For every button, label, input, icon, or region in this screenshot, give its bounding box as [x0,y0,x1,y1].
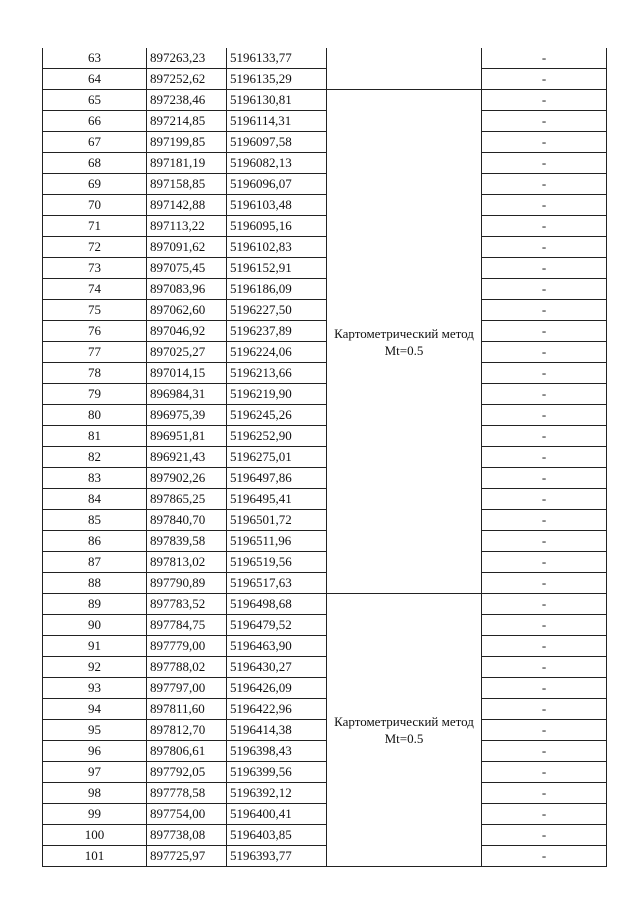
y-coordinate-cell: 5196463,90 [227,636,327,657]
coordinates-table [42,48,607,867]
y-coordinate-cell: 5196414,38 [227,720,327,741]
point-number-cell: 99 [43,804,147,825]
mark-cell: - [482,279,607,300]
mark-cell: - [482,489,607,510]
table-row [43,111,607,132]
table-row [43,846,607,867]
point-number-cell: 85 [43,510,147,531]
x-coordinate-cell: 897075,45 [147,258,227,279]
table-row [43,510,607,531]
point-number-cell: 90 [43,615,147,636]
point-number-cell: 75 [43,300,147,321]
table-row [43,237,607,258]
table-row [43,531,607,552]
table-row [43,69,607,90]
point-number-cell: 83 [43,468,147,489]
x-coordinate-cell: 897046,92 [147,321,227,342]
table-row [43,678,607,699]
point-number-cell: 73 [43,258,147,279]
point-number-cell: 71 [43,216,147,237]
mark-cell: - [482,426,607,447]
point-number-cell: 97 [43,762,147,783]
x-coordinate-cell: 897158,85 [147,174,227,195]
table-row [43,279,607,300]
y-coordinate-cell: 5196479,52 [227,615,327,636]
table-row [43,468,607,489]
x-coordinate-cell: 897839,58 [147,531,227,552]
mark-cell: - [482,153,607,174]
y-coordinate-cell: 5196227,50 [227,300,327,321]
y-coordinate-cell: 5196400,41 [227,804,327,825]
x-coordinate-cell: 897754,00 [147,804,227,825]
y-coordinate-cell: 5196392,12 [227,783,327,804]
x-coordinate-cell: 897214,85 [147,111,227,132]
mark-cell: - [482,468,607,489]
x-coordinate-cell: 896951,81 [147,426,227,447]
x-coordinate-cell: 897783,52 [147,594,227,615]
x-coordinate-cell: 897806,61 [147,741,227,762]
table-row [43,720,607,741]
y-coordinate-cell: 5196186,09 [227,279,327,300]
point-number-cell: 100 [43,825,147,846]
y-coordinate-cell: 5196422,96 [227,699,327,720]
table-row [43,594,607,615]
mark-cell: - [482,258,607,279]
table-row [43,762,607,783]
x-coordinate-cell: 897252,62 [147,69,227,90]
mark-cell: - [482,447,607,468]
point-number-cell: 98 [43,783,147,804]
x-coordinate-cell: 897263,23 [147,48,227,69]
y-coordinate-cell: 5196082,13 [227,153,327,174]
x-coordinate-cell: 897779,00 [147,636,227,657]
table-row [43,552,607,573]
table-row [43,258,607,279]
mark-cell: - [482,678,607,699]
x-coordinate-cell: 897181,19 [147,153,227,174]
x-coordinate-cell: 896921,43 [147,447,227,468]
y-coordinate-cell: 5196393,77 [227,846,327,867]
mark-cell: - [482,804,607,825]
point-number-cell: 67 [43,132,147,153]
y-coordinate-cell: 5196097,58 [227,132,327,153]
table-row [43,804,607,825]
mark-cell: - [482,657,607,678]
mark-cell: - [482,510,607,531]
mark-cell: - [482,363,607,384]
mark-cell: - [482,720,607,741]
point-number-cell: 69 [43,174,147,195]
table-row [43,90,607,111]
x-coordinate-cell: 897790,89 [147,573,227,594]
mark-cell: - [482,237,607,258]
mark-cell: - [482,195,607,216]
mark-cell: - [482,174,607,195]
point-number-cell: 86 [43,531,147,552]
mark-cell: - [482,846,607,867]
method-cell: Картометрический метод Mt=0.5 [327,90,482,594]
x-coordinate-cell: 897113,22 [147,216,227,237]
x-coordinate-cell: 897738,08 [147,825,227,846]
y-coordinate-cell: 5196095,16 [227,216,327,237]
mark-cell: - [482,405,607,426]
y-coordinate-cell: 5196501,72 [227,510,327,531]
y-coordinate-cell: 5196426,09 [227,678,327,699]
table-row [43,216,607,237]
x-coordinate-cell: 897813,02 [147,552,227,573]
table-row [43,615,607,636]
table-row [43,48,607,69]
point-number-cell: 65 [43,90,147,111]
x-coordinate-cell: 897014,15 [147,363,227,384]
x-coordinate-cell: 897792,05 [147,762,227,783]
y-coordinate-cell: 5196237,89 [227,321,327,342]
y-coordinate-cell: 5196511,96 [227,531,327,552]
point-number-cell: 101 [43,846,147,867]
mark-cell: - [482,132,607,153]
method-cell: Картометрический метод Mt=0.5 [327,594,482,867]
table-row [43,489,607,510]
point-number-cell: 93 [43,678,147,699]
table-row [43,153,607,174]
point-number-cell: 79 [43,384,147,405]
point-number-cell: 88 [43,573,147,594]
x-coordinate-cell: 897238,46 [147,90,227,111]
x-coordinate-cell: 897784,75 [147,615,227,636]
y-coordinate-cell: 5196275,01 [227,447,327,468]
table-row [43,426,607,447]
y-coordinate-cell: 5196152,91 [227,258,327,279]
table-row [43,321,607,342]
point-number-cell: 91 [43,636,147,657]
mark-cell: - [482,321,607,342]
coordinates-table-body [43,48,607,867]
x-coordinate-cell: 897091,62 [147,237,227,258]
mark-cell: - [482,48,607,69]
table-row [43,174,607,195]
table-row [43,300,607,321]
mark-cell: - [482,699,607,720]
table-row [43,405,607,426]
y-coordinate-cell: 5196130,81 [227,90,327,111]
table-row [43,132,607,153]
point-number-cell: 92 [43,657,147,678]
point-number-cell: 87 [43,552,147,573]
mark-cell: - [482,384,607,405]
y-coordinate-cell: 5196497,86 [227,468,327,489]
mark-cell: - [482,762,607,783]
y-coordinate-cell: 5196219,90 [227,384,327,405]
point-number-cell: 96 [43,741,147,762]
x-coordinate-cell: 896984,31 [147,384,227,405]
table-row [43,825,607,846]
table-row [43,573,607,594]
y-coordinate-cell: 5196398,43 [227,741,327,762]
mark-cell: - [482,90,607,111]
y-coordinate-cell: 5196399,56 [227,762,327,783]
y-coordinate-cell: 5196135,29 [227,69,327,90]
y-coordinate-cell: 5196495,41 [227,489,327,510]
point-number-cell: 81 [43,426,147,447]
table-row [43,636,607,657]
point-number-cell: 63 [43,48,147,69]
mark-cell: - [482,615,607,636]
mark-cell: - [482,783,607,804]
table-row [43,384,607,405]
y-coordinate-cell: 5196224,06 [227,342,327,363]
y-coordinate-cell: 5196213,66 [227,363,327,384]
mark-cell: - [482,552,607,573]
y-coordinate-cell: 5196498,68 [227,594,327,615]
mark-cell: - [482,216,607,237]
method-cell [327,48,482,90]
point-number-cell: 64 [43,69,147,90]
point-number-cell: 80 [43,405,147,426]
x-coordinate-cell: 897788,02 [147,657,227,678]
y-coordinate-cell: 5196519,56 [227,552,327,573]
point-number-cell: 70 [43,195,147,216]
x-coordinate-cell: 897142,88 [147,195,227,216]
y-coordinate-cell: 5196102,83 [227,237,327,258]
x-coordinate-cell: 897025,27 [147,342,227,363]
x-coordinate-cell: 897865,25 [147,489,227,510]
point-number-cell: 68 [43,153,147,174]
y-coordinate-cell: 5196517,63 [227,573,327,594]
mark-cell: - [482,531,607,552]
y-coordinate-cell: 5196430,27 [227,657,327,678]
x-coordinate-cell: 897811,60 [147,699,227,720]
x-coordinate-cell: 897725,97 [147,846,227,867]
table-row [43,195,607,216]
mark-cell: - [482,69,607,90]
x-coordinate-cell: 897812,70 [147,720,227,741]
mark-cell: - [482,741,607,762]
y-coordinate-cell: 5196403,85 [227,825,327,846]
table-row [43,342,607,363]
x-coordinate-cell: 897797,00 [147,678,227,699]
point-number-cell: 95 [43,720,147,741]
table-row [43,699,607,720]
y-coordinate-cell: 5196114,31 [227,111,327,132]
y-coordinate-cell: 5196133,77 [227,48,327,69]
x-coordinate-cell: 896975,39 [147,405,227,426]
mark-cell: - [482,594,607,615]
mark-cell: - [482,636,607,657]
point-number-cell: 72 [43,237,147,258]
point-number-cell: 77 [43,342,147,363]
table-row [43,657,607,678]
x-coordinate-cell: 897083,96 [147,279,227,300]
x-coordinate-cell: 897902,26 [147,468,227,489]
y-coordinate-cell: 5196245,26 [227,405,327,426]
point-number-cell: 74 [43,279,147,300]
mark-cell: - [482,573,607,594]
y-coordinate-cell: 5196096,07 [227,174,327,195]
mark-cell: - [482,342,607,363]
point-number-cell: 84 [43,489,147,510]
x-coordinate-cell: 897199,85 [147,132,227,153]
mark-cell: - [482,111,607,132]
point-number-cell: 78 [43,363,147,384]
table-row [43,783,607,804]
mark-cell: - [482,300,607,321]
x-coordinate-cell: 897840,70 [147,510,227,531]
point-number-cell: 89 [43,594,147,615]
mark-cell: - [482,825,607,846]
y-coordinate-cell: 5196103,48 [227,195,327,216]
table-row [43,741,607,762]
point-number-cell: 66 [43,111,147,132]
y-coordinate-cell: 5196252,90 [227,426,327,447]
point-number-cell: 76 [43,321,147,342]
point-number-cell: 94 [43,699,147,720]
x-coordinate-cell: 897062,60 [147,300,227,321]
table-row [43,447,607,468]
point-number-cell: 82 [43,447,147,468]
x-coordinate-cell: 897778,58 [147,783,227,804]
table-row [43,363,607,384]
